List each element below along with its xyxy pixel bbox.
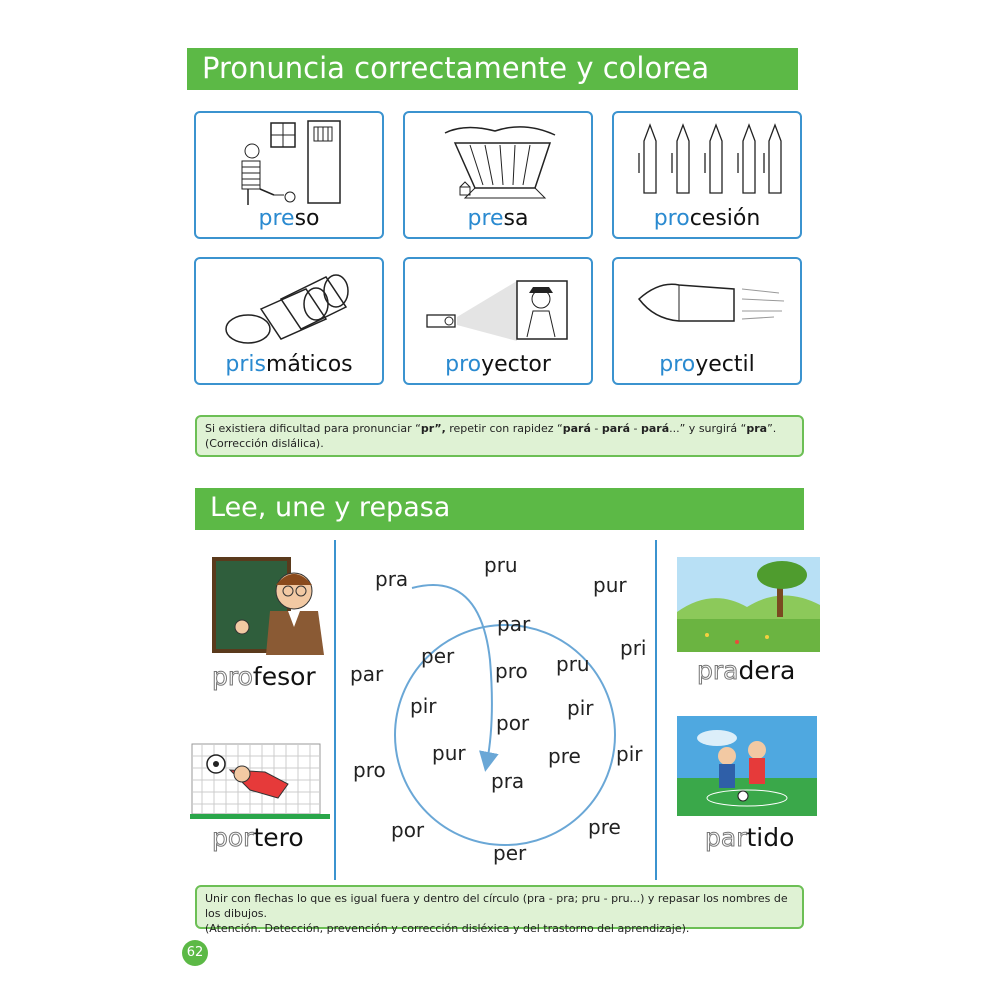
- inside-syllable-pre: pre: [548, 744, 581, 768]
- inside-syllable-par: par: [497, 612, 531, 636]
- inside-syllable-pur: pur: [432, 741, 466, 765]
- section-title-lee: Lee, une y repasa: [195, 488, 804, 530]
- outside-syllable-pre: pre: [588, 815, 621, 839]
- word-prismaticos: prismáticos: [225, 352, 353, 377]
- meadow-illustration: [677, 557, 820, 652]
- note-instructions-line1: Unir con flechas lo que es igual fuera y dentro del círculo (pra - pra; pru - pru...) y repasar los nombres de los dibujos.: [205, 892, 788, 920]
- inside-syllable-pro: pro: [495, 659, 528, 683]
- inside-syllable-pir-right: pir: [567, 696, 594, 720]
- page-number: 62: [182, 940, 208, 966]
- card-preso: [194, 111, 384, 239]
- note-pronunciation-line1: Si existiera dificultad para pronunciar “pr”, repetir con rapidez “pará - pará - pará...” y surgirá “pra”.: [205, 422, 777, 435]
- word-portero: portero: [212, 823, 304, 852]
- inside-syllable-pru: pru: [556, 652, 590, 676]
- divider-right: [655, 540, 657, 880]
- outside-syllable-por: por: [391, 818, 425, 842]
- divider-left: [334, 540, 336, 880]
- card-proyectil: [612, 257, 802, 385]
- inside-syllable-pir-left: pir: [410, 694, 437, 718]
- inside-syllable-per: per: [421, 644, 455, 668]
- teacher-illustration: [212, 557, 332, 657]
- word-profesor: profesor: [212, 662, 316, 691]
- outside-syllable-par: par: [350, 662, 384, 686]
- card-prismaticos: [194, 257, 384, 385]
- outside-syllable-pir: pir: [616, 742, 643, 766]
- word-presa: presa: [467, 206, 529, 231]
- outside-syllable-pru: pru: [484, 553, 518, 577]
- section-title-pronuncia: Pronuncia correctamente y colorea: [187, 48, 798, 90]
- note-pronunciation: [195, 415, 804, 457]
- word-procesion: procesión: [653, 206, 761, 231]
- outside-syllable-pro: pro: [353, 758, 386, 782]
- note-instructions-line2: (Atención. Detección, prevención y corrección disléxica y del trastorno del aprendizaje).: [205, 922, 690, 935]
- card-presa: [403, 111, 593, 239]
- card-procesion: [612, 111, 802, 239]
- inside-syllable-por: por: [496, 711, 530, 735]
- outside-syllable-pri: pri: [620, 636, 647, 660]
- word-proyector: proyector: [445, 352, 551, 377]
- outside-syllable-per: per: [493, 841, 527, 865]
- word-proyectil: proyectil: [659, 352, 755, 377]
- word-pradera: pradera: [697, 656, 796, 685]
- note-pronunciation-line2: (Corrección dislálica).: [205, 437, 324, 450]
- inside-syllable-pra: pra: [491, 769, 525, 793]
- word-preso: preso: [258, 206, 320, 231]
- outside-syllable-pur: pur: [593, 573, 627, 597]
- card-proyector: [403, 257, 593, 385]
- note-instructions: [195, 885, 804, 935]
- word-partido: partido: [705, 823, 795, 852]
- football-match-illustration: [677, 716, 817, 816]
- goalkeeper-illustration: [190, 742, 330, 820]
- outside-syllable-pra: pra: [375, 567, 409, 591]
